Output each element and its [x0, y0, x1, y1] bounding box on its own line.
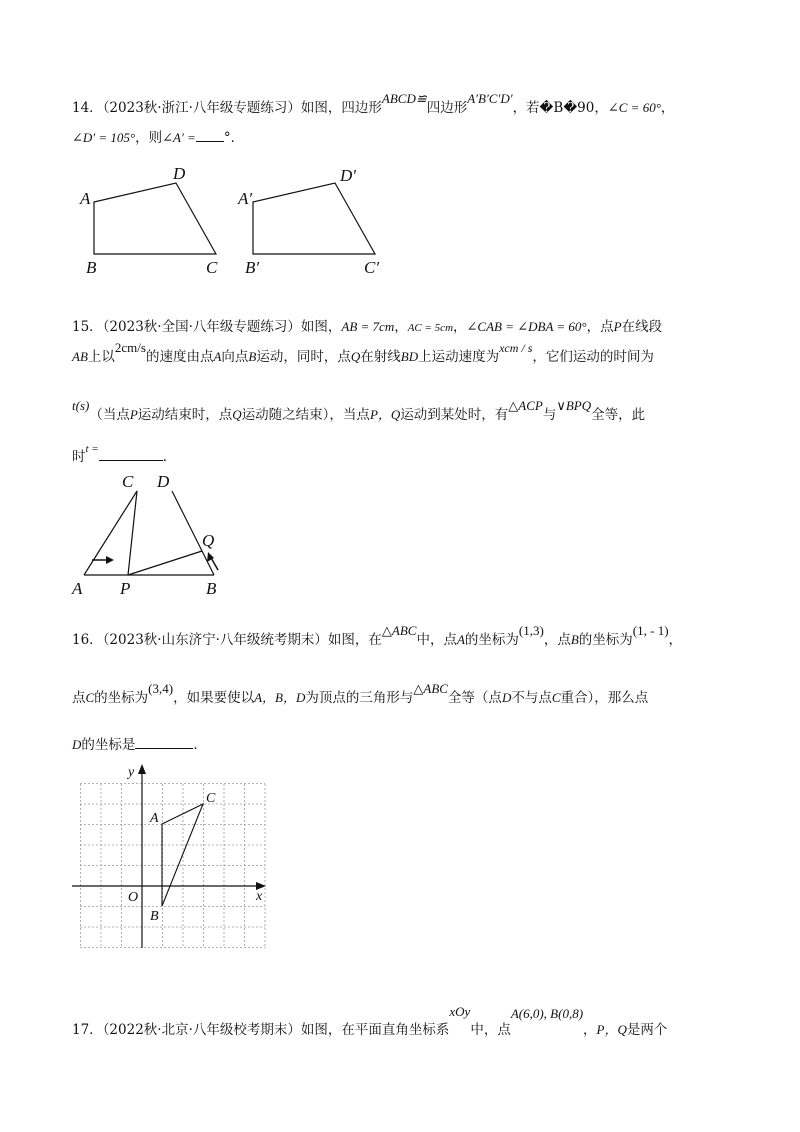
- q15-text: 在射线: [360, 349, 401, 365]
- quadrilateral-abcd: [94, 183, 216, 254]
- q14-text: 如图，四边形: [300, 100, 382, 116]
- q16-math: △ABC: [381, 623, 417, 638]
- q14-source: （2023秋·浙江·八年级专题练习）: [102, 100, 301, 116]
- arrow-right-icon-head: [106, 556, 114, 564]
- q17-text: 是两个: [626, 1022, 668, 1038]
- q16-answer-blank: [135, 748, 193, 749]
- q17-math: A(6,0), B(0,8): [510, 1006, 584, 1021]
- label-b-prime: B′: [245, 258, 260, 277]
- label-b: B: [150, 909, 159, 924]
- axis-label-y: y: [128, 765, 135, 780]
- q15-line-3: [72, 398, 646, 425]
- q14-math: ∠D′ = 105°: [72, 130, 136, 145]
- q16-line-2: [72, 681, 649, 708]
- q16-math: (1,3): [518, 623, 544, 638]
- q15-math: Q: [232, 407, 242, 422]
- q15-number: 15．: [72, 319, 103, 335]
- q16-text: 为顶点的三角形与: [305, 690, 414, 706]
- q14-text: 四边形: [426, 100, 468, 116]
- label-c: C: [206, 258, 218, 277]
- q15-math: A: [213, 349, 222, 364]
- q15-text: 上以: [87, 349, 115, 365]
- q15-text: 与: [542, 407, 557, 423]
- q16-math: C: [85, 690, 95, 705]
- q15-text: 上运动速度为: [418, 349, 500, 365]
- q17-number: 17．: [72, 1022, 103, 1038]
- q15-figure: [71, 472, 218, 598]
- label-a-prime: A′: [238, 189, 253, 208]
- q15-line-1: [72, 317, 662, 338]
- label-d: D: [157, 472, 170, 491]
- q15-math: BD: [400, 349, 419, 364]
- q16-text: 全等（点: [447, 690, 502, 706]
- q14-math: ∠C = 60°: [607, 100, 661, 115]
- q16-text: 不与点: [511, 690, 552, 706]
- q15-math: AB: [72, 349, 88, 364]
- q16-line-3: [72, 735, 207, 755]
- q15-math: xcm / s: [499, 341, 533, 355]
- q16-line-1: [72, 623, 683, 650]
- q15-math: P: [129, 407, 138, 422]
- q16-text: 的坐标为: [464, 632, 519, 648]
- q15-text: 向点: [221, 349, 249, 365]
- q16-text: 如图，在: [327, 632, 382, 648]
- q16-source: （2023秋·山东济宁·八年级统考期末）: [102, 632, 328, 648]
- q14-math: ∠A′ =: [162, 130, 196, 145]
- q16-math: A，B，D: [254, 690, 306, 705]
- q16-text: 的坐标是: [81, 737, 136, 753]
- q15-text: 在线段: [621, 319, 663, 335]
- q17-math: P，Q: [596, 1022, 627, 1037]
- label-b: B: [86, 258, 97, 277]
- q15-math: ∨BPQ: [556, 398, 592, 413]
- q15-text: ．: [162, 449, 177, 465]
- y-axis-arrow-icon: [138, 764, 146, 774]
- q15-math: P，Q: [369, 407, 401, 422]
- q15-math: P: [613, 319, 622, 334]
- label-q: Q: [202, 531, 215, 550]
- q17-math: xOy: [449, 1004, 471, 1019]
- q15-text: 的速度由点: [145, 349, 214, 365]
- label-a: A: [72, 579, 83, 598]
- label-c-prime: C′: [364, 258, 380, 277]
- q14-figure-left: [79, 164, 218, 277]
- q15-text: ，: [453, 319, 467, 335]
- q16-math: D: [501, 690, 512, 705]
- q16-text: 的坐标为: [578, 632, 633, 648]
- q17-text: 中，点: [470, 1022, 511, 1038]
- q16-math: A: [456, 632, 465, 647]
- q16-text: ，如果要使以: [173, 690, 255, 706]
- q15-math: 2cm/s: [114, 340, 146, 355]
- q14-math: A′B′C′D′: [467, 91, 513, 106]
- q15-math: t =: [85, 443, 99, 455]
- q15-math: AC = 5cm: [407, 322, 454, 334]
- q15-text: 如图，: [300, 319, 342, 335]
- q16-math: C: [551, 690, 561, 705]
- q14-text: ，: [660, 100, 675, 116]
- q14-number: 14．: [72, 100, 103, 116]
- q16-number: 16．: [72, 632, 103, 648]
- q17-text: 如图，在平面直角坐标系: [300, 1022, 450, 1038]
- q15-text: ，它们运动的时间为: [532, 349, 654, 365]
- q16-figure: [72, 764, 266, 948]
- q16-text: 重合），那么点: [560, 690, 649, 706]
- label-c: C: [206, 791, 216, 806]
- axis-label-x: x: [256, 889, 263, 904]
- q15-math: Q: [350, 349, 361, 364]
- q16-math: D: [72, 737, 82, 752]
- q16-text: ，点: [543, 632, 571, 648]
- q17-source: （2022秋·北京·八年级校考期末）: [102, 1022, 301, 1038]
- q16-text: 的坐标为: [94, 690, 149, 706]
- q16-text: ，: [668, 632, 683, 648]
- q15-math: AB = 7cm: [341, 319, 395, 334]
- q16-text: 中，点: [416, 632, 457, 648]
- q17-text: ，: [583, 1022, 597, 1038]
- q15-line-4: [72, 443, 177, 468]
- origin-label: O: [128, 890, 139, 905]
- q14-text: ，: [594, 100, 608, 116]
- q15-math: ∠CAB = ∠DBA = 60°: [466, 319, 587, 334]
- label-d-prime: D′: [340, 166, 356, 185]
- q15-text: 运动随之结束），当点: [241, 407, 370, 423]
- q14-text: °．: [223, 130, 245, 146]
- label-d: D: [173, 164, 186, 183]
- q15-text: ，: [394, 319, 408, 335]
- q15-text: （当点: [89, 407, 130, 423]
- grid-lines: [80, 784, 265, 948]
- q15-source: （2023秋·全国·八年级专题练习）: [102, 319, 301, 335]
- label-c: C: [122, 472, 134, 491]
- q16-math: (3,4): [148, 681, 174, 696]
- q15-answer-blank: [99, 460, 163, 461]
- q16-math: B: [570, 632, 579, 647]
- q15-text: 时: [72, 449, 86, 465]
- q15-line-2: [72, 340, 654, 367]
- q14-figure-right: [237, 166, 379, 277]
- label-p: P: [120, 579, 131, 598]
- q15-math: t(s): [72, 398, 90, 413]
- q16-text: ．: [193, 737, 207, 753]
- q17-line-1: [72, 1004, 668, 1040]
- label-a: A: [80, 189, 91, 208]
- q16-math: △ABC: [413, 681, 448, 696]
- q15-text: 运动到某处时，有: [400, 407, 509, 423]
- label-b: B: [206, 579, 217, 598]
- q15-math: △ACP: [508, 398, 543, 413]
- triangle-abc: [162, 804, 203, 906]
- q14-math: ABCD≌: [381, 91, 427, 106]
- q14-text: ，则: [135, 130, 163, 146]
- q15-text: ，点: [586, 319, 614, 335]
- quadrilateral-a-b-c-d-prime: [253, 183, 375, 254]
- label-a: A: [150, 811, 159, 826]
- q15-text: 运动，同时，点: [256, 349, 351, 365]
- q15-text: 全等，此: [591, 407, 646, 423]
- q14-text: ，若�B�90: [512, 100, 595, 116]
- q15-text: 运动结束时，点: [137, 407, 233, 423]
- q15-math: B: [248, 349, 257, 364]
- q16-text: 点: [72, 690, 86, 706]
- q16-math: (1, - 1): [632, 623, 669, 638]
